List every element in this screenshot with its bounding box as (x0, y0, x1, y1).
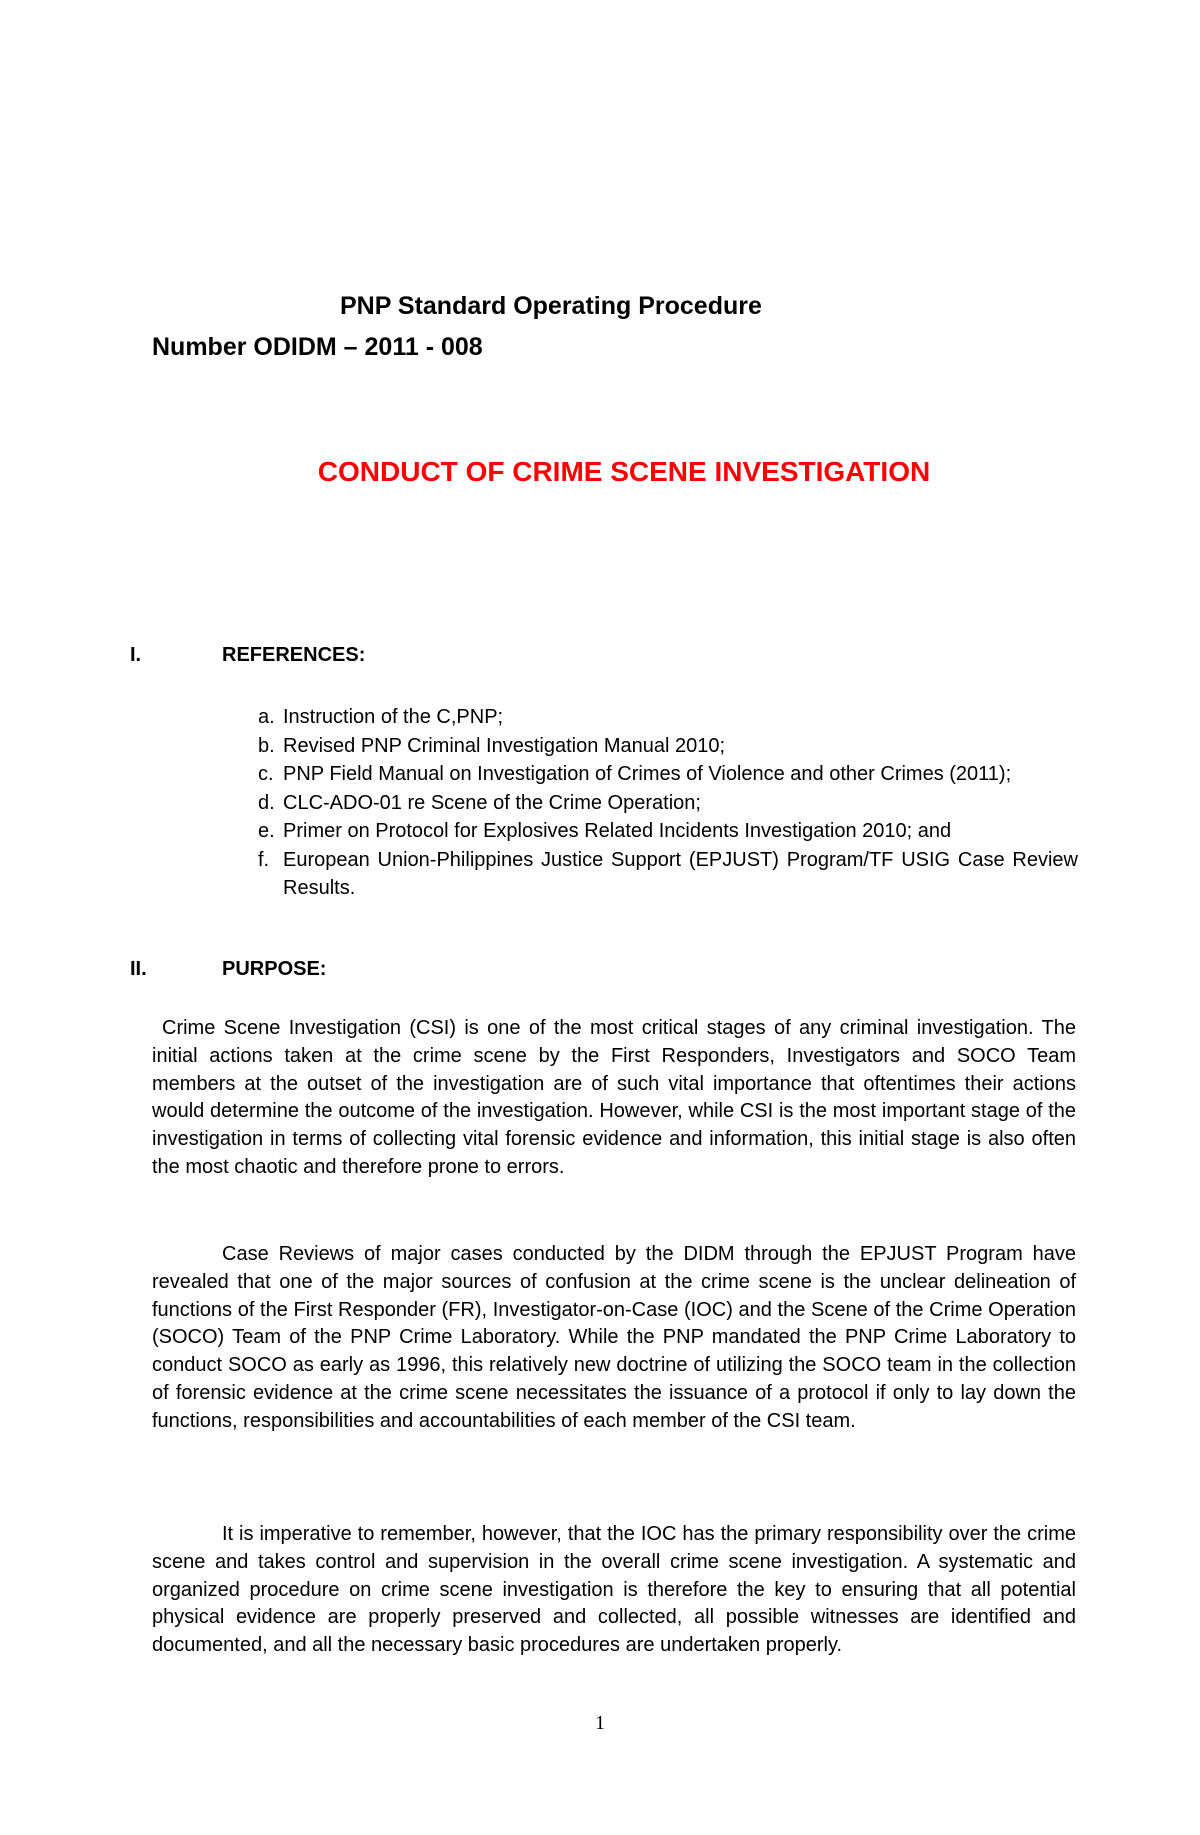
reference-item (258, 760, 1078, 789)
page-number: 1 (595, 1712, 605, 1734)
reference-text: European Union-Philippines Justice Support (EPJUST) Program/TF USIG Case Review Results. (283, 848, 1078, 899)
purpose-heading (130, 958, 326, 981)
reference-text: Instruction of the C,PNP; (283, 706, 504, 728)
reference-marker: e. (258, 820, 275, 842)
references-numeral: I. (130, 644, 142, 666)
reference-item (258, 732, 1078, 761)
reference-marker: d. (258, 791, 275, 814)
reference-item (258, 789, 1078, 818)
reference-item (258, 817, 1078, 846)
reference-marker: a. (258, 706, 275, 728)
reference-text: Primer on Protocol for Explosives Related Incidents Investigation 2010; and (283, 820, 952, 842)
sop-title: PNP Standard Operating Procedure (340, 292, 762, 320)
document-title: CONDUCT OF CRIME SCENE INVESTIGATION (317, 456, 931, 487)
references-heading (130, 644, 365, 667)
purpose-heading-label: PURPOSE: (222, 958, 327, 980)
references-list (258, 703, 1078, 903)
reference-text: Revised PNP Criminal Investigation Manual 2010; (283, 734, 726, 757)
reference-item (258, 846, 1078, 903)
reference-text: CLC-ADO-01 re Scene of the Crime Operation; (283, 791, 701, 814)
purpose-paragraph-1: Crime Scene Investigation (CSI) is one of the most critical stages of any criminal investigation. The initial actions taken at the crime scene by the First Responders, Investigators and SOCO Team members at the outset of the investigation are of such vital importance that oftentimes their actions would determine the outcome of the investigation. However, while CSI is the most important stage of the investigation in terms of collecting vital forensic evidence and information, this initial stage is also often the most chaotic and therefore prone to errors. (152, 1017, 1076, 1178)
reference-marker: c. (258, 763, 274, 785)
references-heading-label: REFERENCES: (222, 644, 366, 666)
purpose-paragraph-3: It is imperative to remember, however, that the IOC has the primary responsibility over the crime scene and takes control and supervision in the overall crime scene investigation. A systematic and organized procedure on crime scene investigation is therefore the key to ensuring that all potential physical evidence are properly preserved and collected, all possible witnesses are identified and documented, and all the necessary basic procedures are undertaken properly. (152, 1523, 1076, 1657)
purpose-paragraph-2: Case Reviews of major cases conducted by the DIDM through the EPJUST Program have revealed that one of the major sources of confusion at the crime scene is the unclear delineation of functions of the First Responder (FR), Investigator-on-Case (IOC) and the Scene of the Crime Operation (SOCO) Team of the PNP Crime Laboratory. While the PNP mandated the PNP Crime Laboratory to conduct SOCO as early as 1996, this relatively new doctrine of utilizing the SOCO team in the collection of forensic evidence at the crime scene necessitates the issuance of a protocol if only to lay down the functions, responsibilities and accountabilities of each member of the CSI team. (152, 1243, 1076, 1432)
reference-text: PNP Field Manual on Investigation of Crimes of Violence and other Crimes (2011); (283, 763, 1012, 785)
reference-item (258, 703, 1078, 732)
reference-marker: b. (258, 734, 275, 757)
reference-marker: f. (258, 848, 270, 871)
sop-number: Number ODIDM – 2011 - 008 (152, 333, 483, 361)
purpose-numeral: II. (130, 958, 147, 980)
